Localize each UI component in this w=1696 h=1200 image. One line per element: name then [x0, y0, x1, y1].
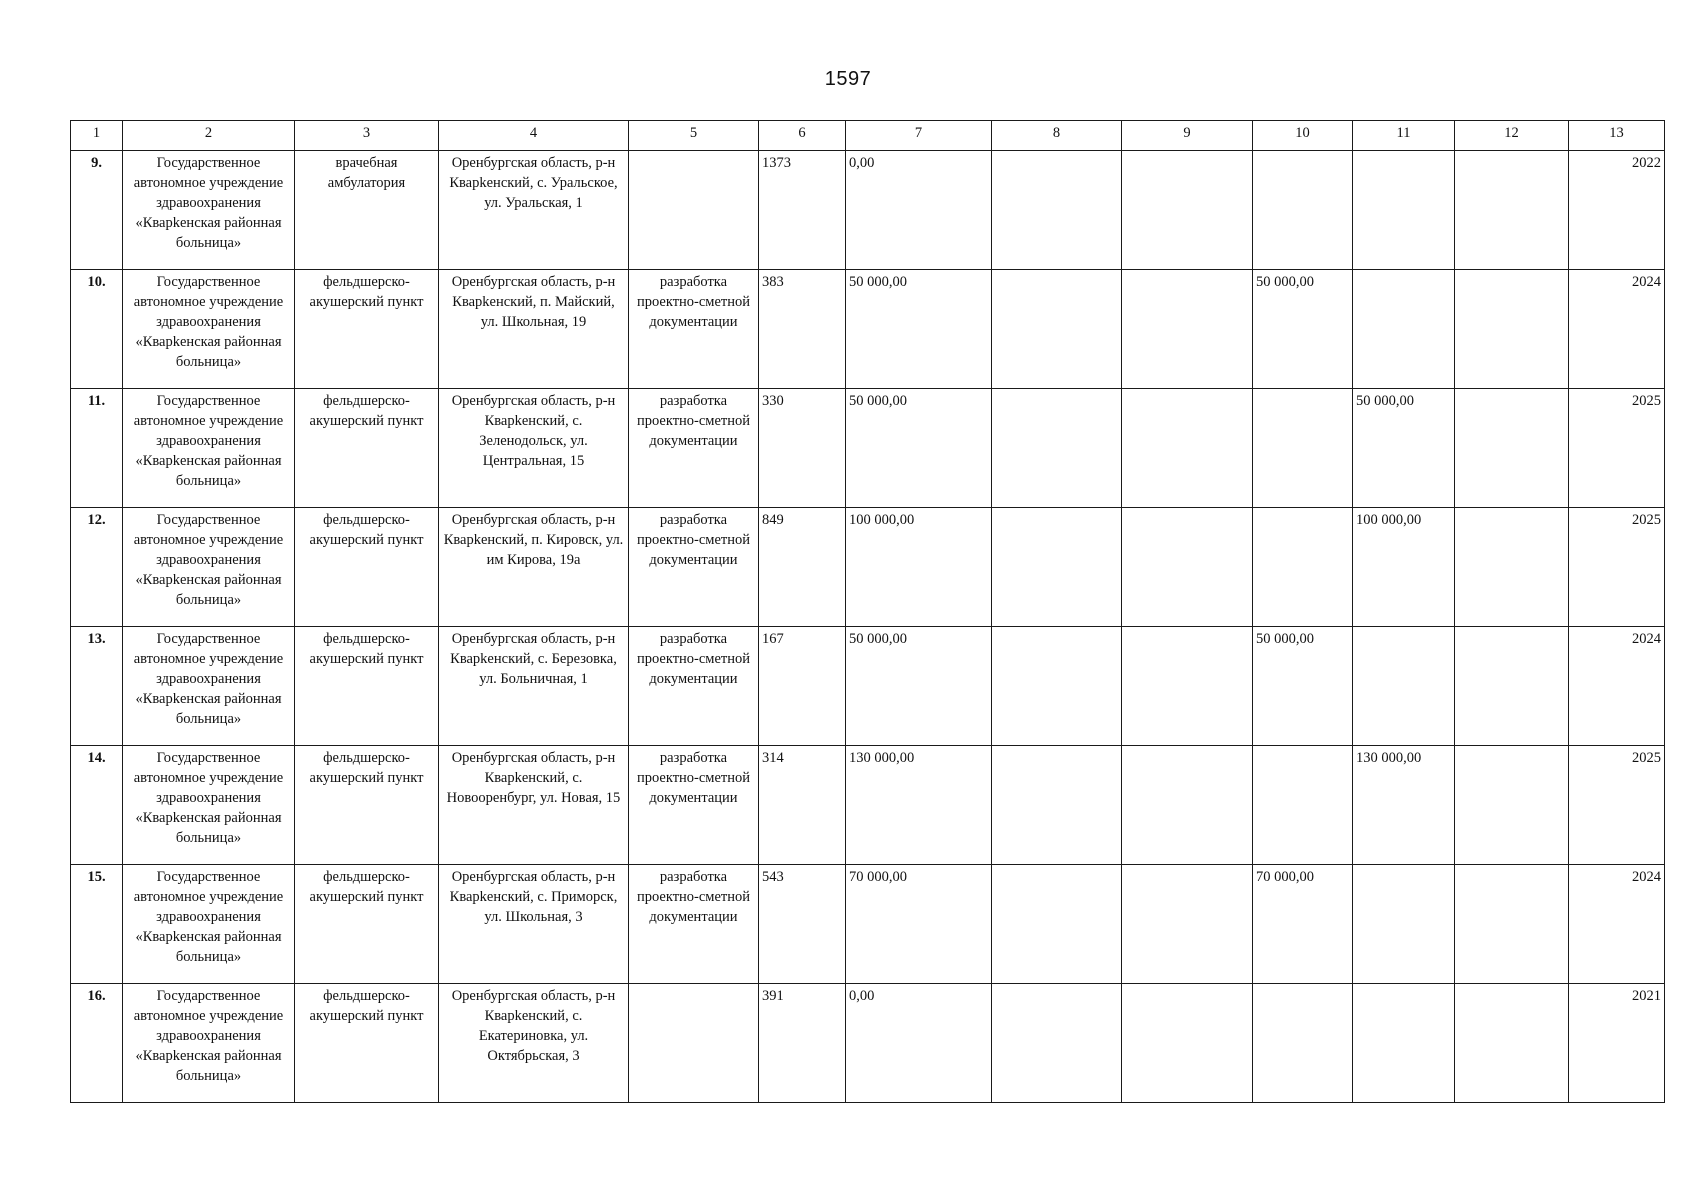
row-number: 13.: [71, 627, 123, 746]
facility-type-cell: фельдшерско-акушерский пункт: [295, 984, 439, 1103]
work-type-cell: разработка проектно-сметной документации: [629, 508, 759, 627]
col11-cell: [1353, 270, 1455, 389]
column-header: 7: [846, 121, 992, 151]
table-row: [71, 270, 1665, 389]
col12-cell: [1455, 389, 1569, 508]
col12-cell: [1455, 865, 1569, 984]
col6-cell: 849: [759, 508, 846, 627]
column-header: 5: [629, 121, 759, 151]
work-type-cell: разработка проектно-сметной документации: [629, 746, 759, 865]
table-row: [71, 865, 1665, 984]
col9-cell: [1122, 270, 1253, 389]
col10-cell: [1253, 746, 1353, 865]
table-row: [71, 627, 1665, 746]
table-row: [71, 151, 1665, 270]
address-cell: Оренбургская область, р-н Кварkенский, с. Зеленодольск, ул. Центральная, 15: [439, 389, 629, 508]
row-number: 15.: [71, 865, 123, 984]
year-cell: 2025: [1569, 508, 1665, 627]
table-row: [71, 389, 1665, 508]
facility-type-cell: фельдшерско-акушерский пункт: [295, 270, 439, 389]
institution-cell: Государственное автономное учреждение здравоохранения «Кварkенская районная больница»: [123, 508, 295, 627]
row-number: 16.: [71, 984, 123, 1103]
work-type-cell: разработка проектно-сметной документации: [629, 389, 759, 508]
col8-cell: [992, 865, 1122, 984]
column-header: 13: [1569, 121, 1665, 151]
col11-cell: 50 000,00: [1353, 389, 1455, 508]
col11-cell: [1353, 865, 1455, 984]
work-type-cell: [629, 151, 759, 270]
col6-cell: 391: [759, 984, 846, 1103]
facility-type-cell: фельдшерско-акушерский пункт: [295, 627, 439, 746]
column-header: 4: [439, 121, 629, 151]
year-cell: 2025: [1569, 746, 1665, 865]
year-cell: 2024: [1569, 865, 1665, 984]
col7-cell: 0,00: [846, 984, 992, 1103]
column-header: 2: [123, 121, 295, 151]
row-number: 12.: [71, 508, 123, 627]
col9-cell: [1122, 746, 1253, 865]
header-row: [71, 121, 1665, 151]
col12-cell: [1455, 627, 1569, 746]
col10-cell: [1253, 508, 1353, 627]
facility-type-cell: фельдшерско-акушерский пункт: [295, 508, 439, 627]
facility-type-cell: фельдшерско-акушерский пункт: [295, 746, 439, 865]
year-cell: 2024: [1569, 627, 1665, 746]
table-row: [71, 746, 1665, 865]
col6-cell: 314: [759, 746, 846, 865]
col12-cell: [1455, 270, 1569, 389]
facility-type-cell: фельдшерско-акушерский пункт: [295, 865, 439, 984]
col7-cell: 50 000,00: [846, 270, 992, 389]
year-cell: 2024: [1569, 270, 1665, 389]
col6-cell: 543: [759, 865, 846, 984]
column-header: 6: [759, 121, 846, 151]
col10-cell: 50 000,00: [1253, 627, 1353, 746]
institution-cell: Государственное автономное учреждение здравоохранения «Кварkенская районная больница»: [123, 865, 295, 984]
address-cell: Оренбургская область, р-н Кварkенский, с. Приморск, ул. Школьная, 3: [439, 865, 629, 984]
work-type-cell: разработка проектно-сметной документации: [629, 865, 759, 984]
row-number: 10.: [71, 270, 123, 389]
address-cell: Оренбургская область, р-н Кварkенский, с. Уральское, ул. Уральская, 1: [439, 151, 629, 270]
col10-cell: [1253, 151, 1353, 270]
row-number: 14.: [71, 746, 123, 865]
column-header: 9: [1122, 121, 1253, 151]
col9-cell: [1122, 984, 1253, 1103]
col9-cell: [1122, 865, 1253, 984]
data-table: [70, 120, 1665, 1103]
facility-type-cell: фельдшерско-акушерский пункт: [295, 389, 439, 508]
work-type-cell: разработка проектно-сметной документации: [629, 270, 759, 389]
col7-cell: 130 000,00: [846, 746, 992, 865]
institution-cell: Государственное автономное учреждение здравоохранения «Кварkенская районная больница»: [123, 270, 295, 389]
col10-cell: 70 000,00: [1253, 865, 1353, 984]
col7-cell: 0,00: [846, 151, 992, 270]
year-cell: 2022: [1569, 151, 1665, 270]
col8-cell: [992, 627, 1122, 746]
col10-cell: [1253, 984, 1353, 1103]
col7-cell: 100 000,00: [846, 508, 992, 627]
institution-cell: Государственное автономное учреждение здравоохранения «Кварkенская районная больница»: [123, 151, 295, 270]
col12-cell: [1455, 508, 1569, 627]
col11-cell: [1353, 151, 1455, 270]
address-cell: Оренбургская область, р-н Кварkенский, с. Березовка, ул. Больничная, 1: [439, 627, 629, 746]
col6-cell: 330: [759, 389, 846, 508]
col11-cell: 130 000,00: [1353, 746, 1455, 865]
col8-cell: [992, 984, 1122, 1103]
col8-cell: [992, 389, 1122, 508]
col12-cell: [1455, 151, 1569, 270]
col8-cell: [992, 746, 1122, 865]
column-header: 8: [992, 121, 1122, 151]
facility-type-cell: врачебная амбулатория: [295, 151, 439, 270]
col7-cell: 50 000,00: [846, 627, 992, 746]
year-cell: 2025: [1569, 389, 1665, 508]
col11-cell: 100 000,00: [1353, 508, 1455, 627]
col9-cell: [1122, 627, 1253, 746]
col11-cell: [1353, 627, 1455, 746]
table-row: [71, 508, 1665, 627]
col10-cell: 50 000,00: [1253, 270, 1353, 389]
address-cell: Оренбургская область, р-н Кварkенский, п. Майский, ул. Школьная, 19: [439, 270, 629, 389]
row-number: 9.: [71, 151, 123, 270]
col6-cell: 1373: [759, 151, 846, 270]
address-cell: Оренбургская область, р-н Кварkенский, п. Кировск, ул. им Кирова, 19а: [439, 508, 629, 627]
col7-cell: 50 000,00: [846, 389, 992, 508]
col11-cell: [1353, 984, 1455, 1103]
year-cell: 2021: [1569, 984, 1665, 1103]
col9-cell: [1122, 389, 1253, 508]
institution-cell: Государственное автономное учреждение здравоохранения «Кварkенская районная больница»: [123, 984, 295, 1103]
work-type-cell: [629, 984, 759, 1103]
row-number: 11.: [71, 389, 123, 508]
column-header: 1: [71, 121, 123, 151]
col8-cell: [992, 508, 1122, 627]
work-type-cell: разработка проектно-сметной документации: [629, 627, 759, 746]
col10-cell: [1253, 389, 1353, 508]
table-row: [71, 984, 1665, 1103]
address-cell: Оренбургская область, р-н Кварkенский, с. Екатериновка, ул. Октябрьская, 3: [439, 984, 629, 1103]
column-header: 11: [1353, 121, 1455, 151]
col6-cell: 167: [759, 627, 846, 746]
column-header: 10: [1253, 121, 1353, 151]
col9-cell: [1122, 151, 1253, 270]
institution-cell: Государственное автономное учреждение здравоохранения «Кварkенская районная больница»: [123, 389, 295, 508]
address-cell: Оренбургская область, р-н Кварkенский, с. Новооренбург, ул. Новая, 15: [439, 746, 629, 865]
col12-cell: [1455, 984, 1569, 1103]
col8-cell: [992, 270, 1122, 389]
col6-cell: 383: [759, 270, 846, 389]
page-number: 1597: [824, 68, 872, 90]
col12-cell: [1455, 746, 1569, 865]
col8-cell: [992, 151, 1122, 270]
institution-cell: Государственное автономное учреждение здравоохранения «Кварkенская районная больница»: [123, 627, 295, 746]
column-header: 12: [1455, 121, 1569, 151]
col7-cell: 70 000,00: [846, 865, 992, 984]
column-header: 3: [295, 121, 439, 151]
col9-cell: [1122, 508, 1253, 627]
institution-cell: Государственное автономное учреждение здравоохранения «Кварkенская районная больница»: [123, 746, 295, 865]
